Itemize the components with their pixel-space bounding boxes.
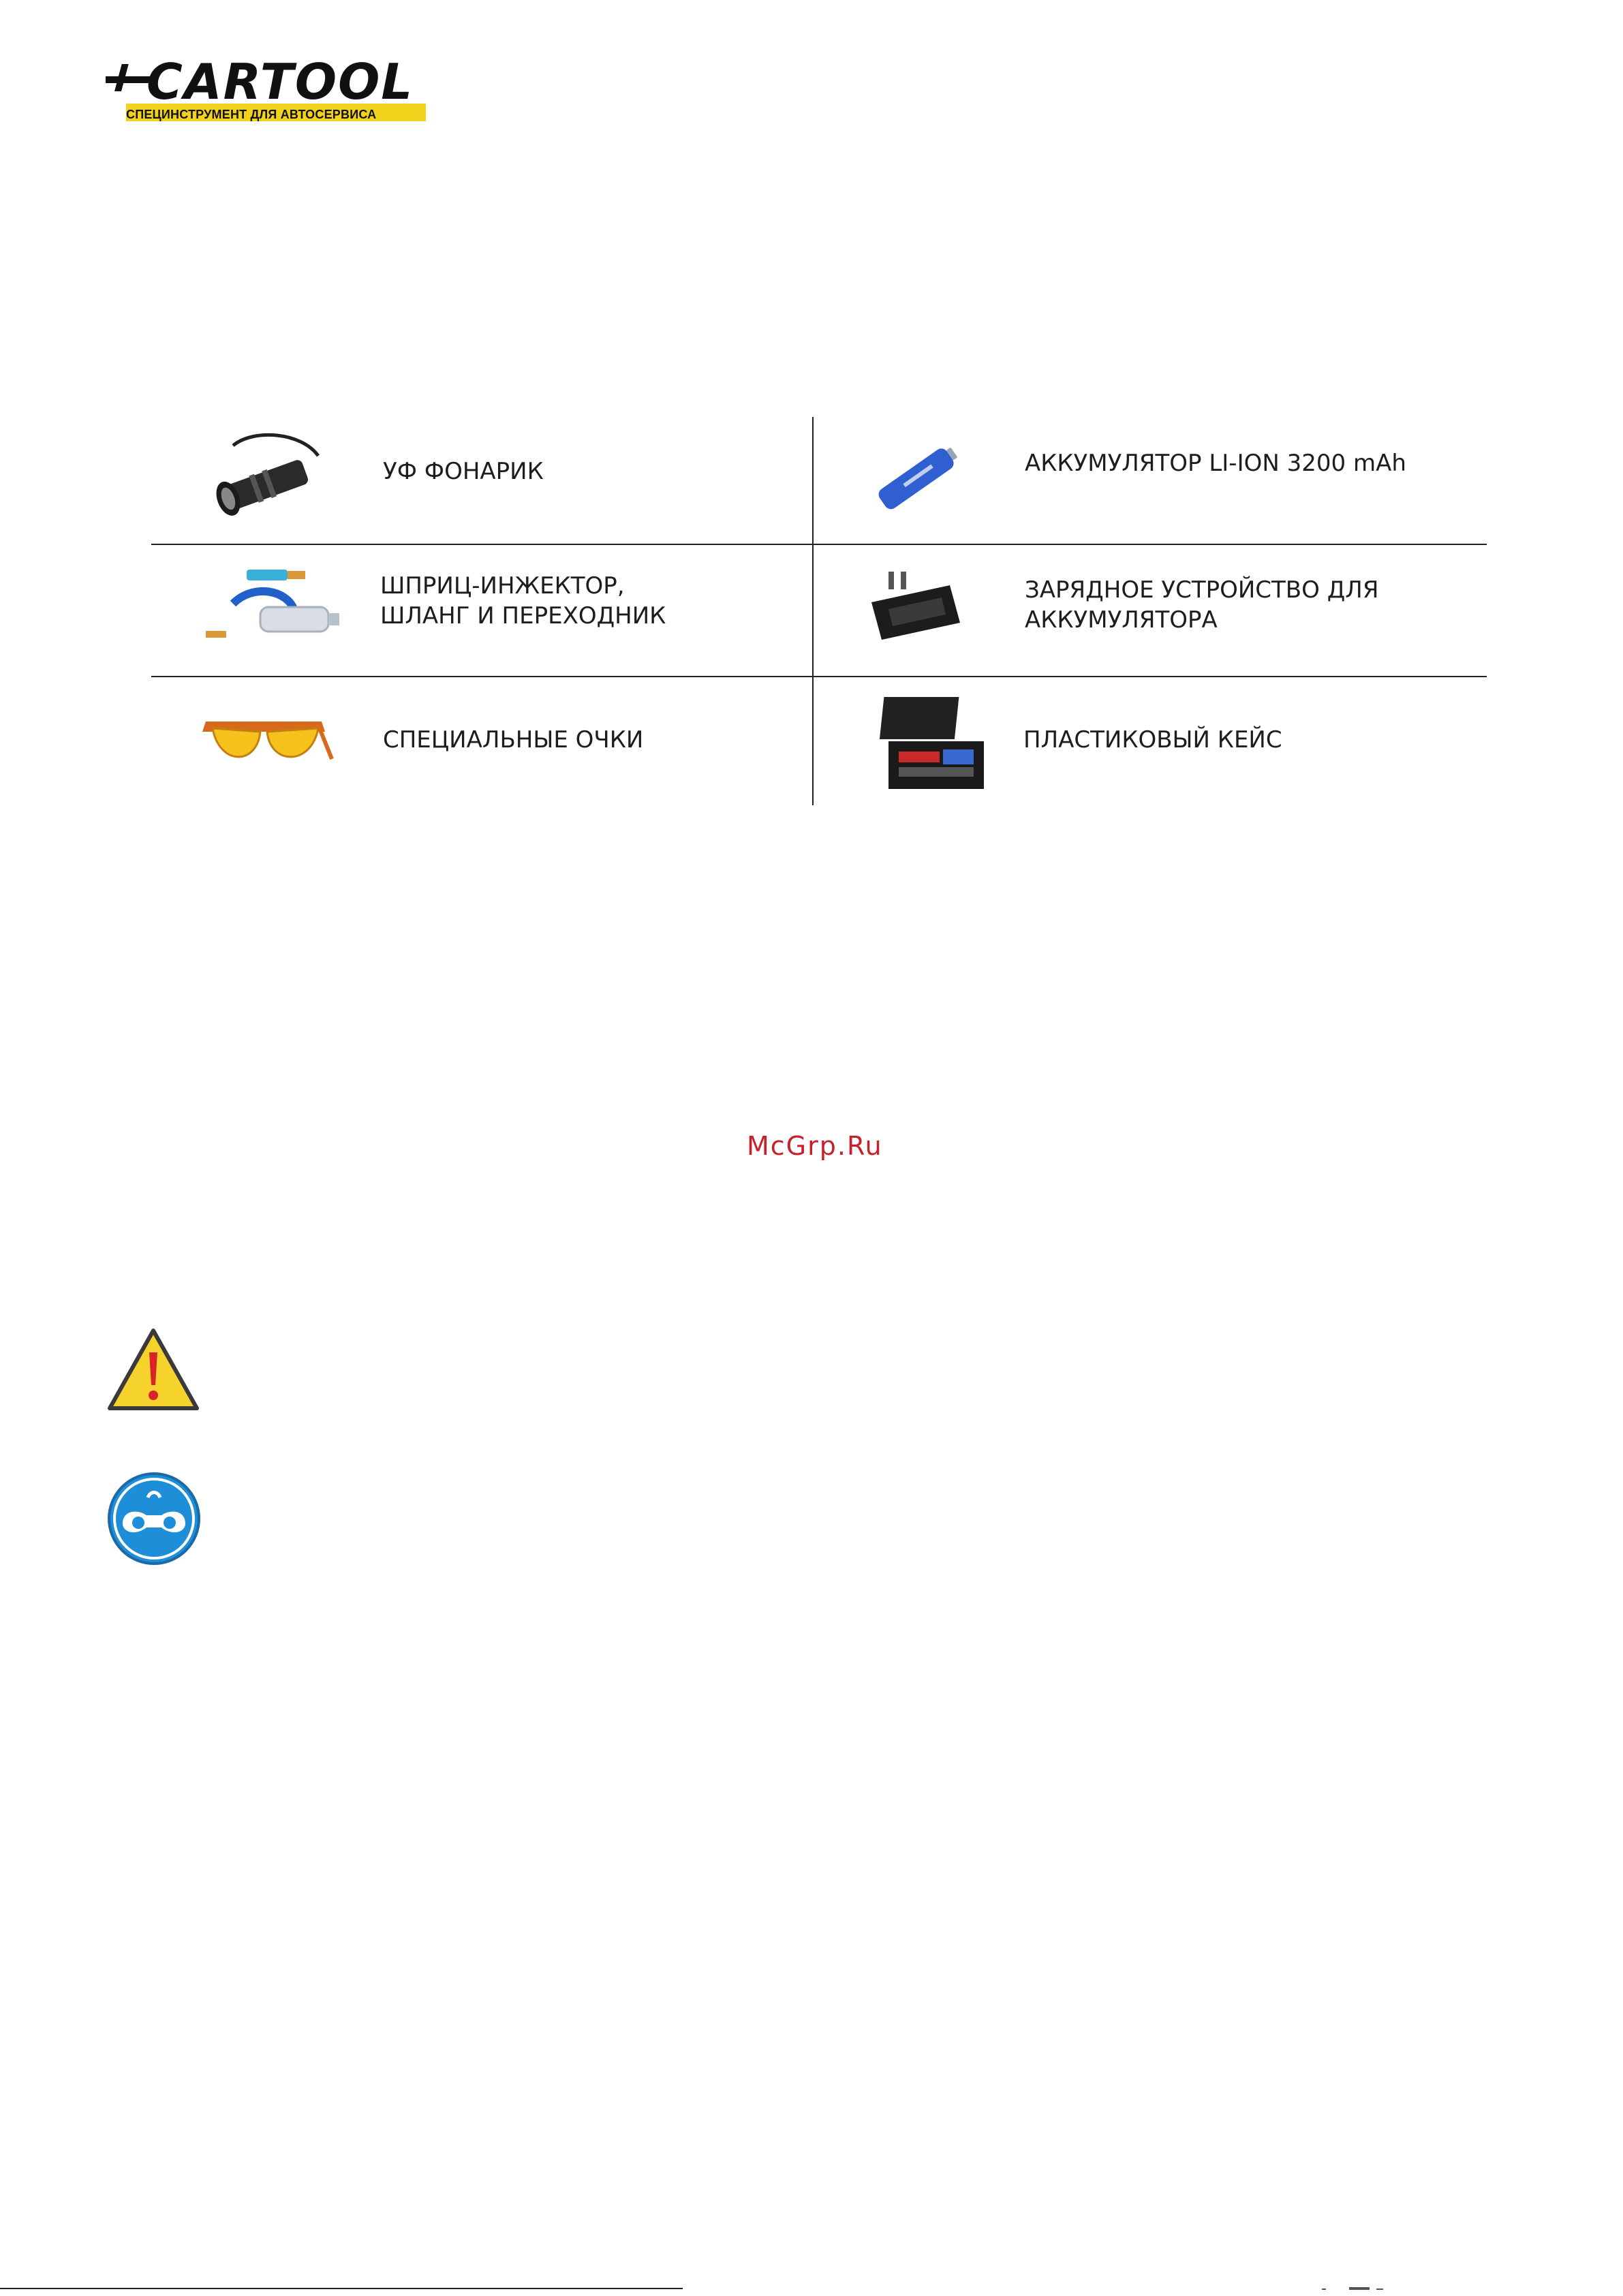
kit-item-label: ШПРИЦ-ИНЖЕКТОР, ШЛАНГ И ПЕРЕХОДНИК [380, 572, 666, 630]
footer-scan-marks [1322, 2284, 1458, 2292]
kit-item [814, 417, 1487, 546]
kit-item-label: АККУМУЛЯТОР LI-ION 3200 mAh [1025, 450, 1406, 477]
kit-item [151, 417, 811, 546]
kit-item-label: ЗАРЯДНОЕ УСТРОЙСТВО ДЛЯ АККУМУЛЯТОРА [1025, 576, 1379, 634]
warning-triangle-icon [106, 1325, 201, 1414]
kit-item-label: СПЕЦИАЛЬНЫЕ ОЧКИ [383, 726, 644, 754]
charger-icon [861, 555, 970, 664]
uv-flashlight-icon [199, 425, 328, 534]
kit-item-label: УФ ФОНАРИК [383, 458, 544, 485]
watermark: McGrp.Ru [747, 1131, 883, 1161]
kit-item [151, 677, 811, 807]
kit-item [814, 545, 1487, 674]
brand-wordmark: CARTOOL [146, 53, 414, 110]
brand-tagline: СПЕЦИНСТРУМЕНТ ДЛЯ АВТОСЕРВИСА [126, 108, 377, 121]
kit-item [151, 545, 811, 674]
footer-rule [0, 2288, 683, 2289]
kit-item-label: ПЛАСТИКОВЫЙ КЕЙС [1023, 726, 1282, 754]
kit-contents-table [151, 417, 1487, 805]
eye-protection-icon [106, 1470, 202, 1567]
battery-icon [861, 424, 970, 533]
brand-logo [106, 53, 433, 135]
safety-glasses-icon [192, 684, 335, 800]
kit-item [814, 677, 1487, 807]
plastic-case-icon [875, 687, 991, 803]
syringe-injector-icon [192, 556, 342, 665]
